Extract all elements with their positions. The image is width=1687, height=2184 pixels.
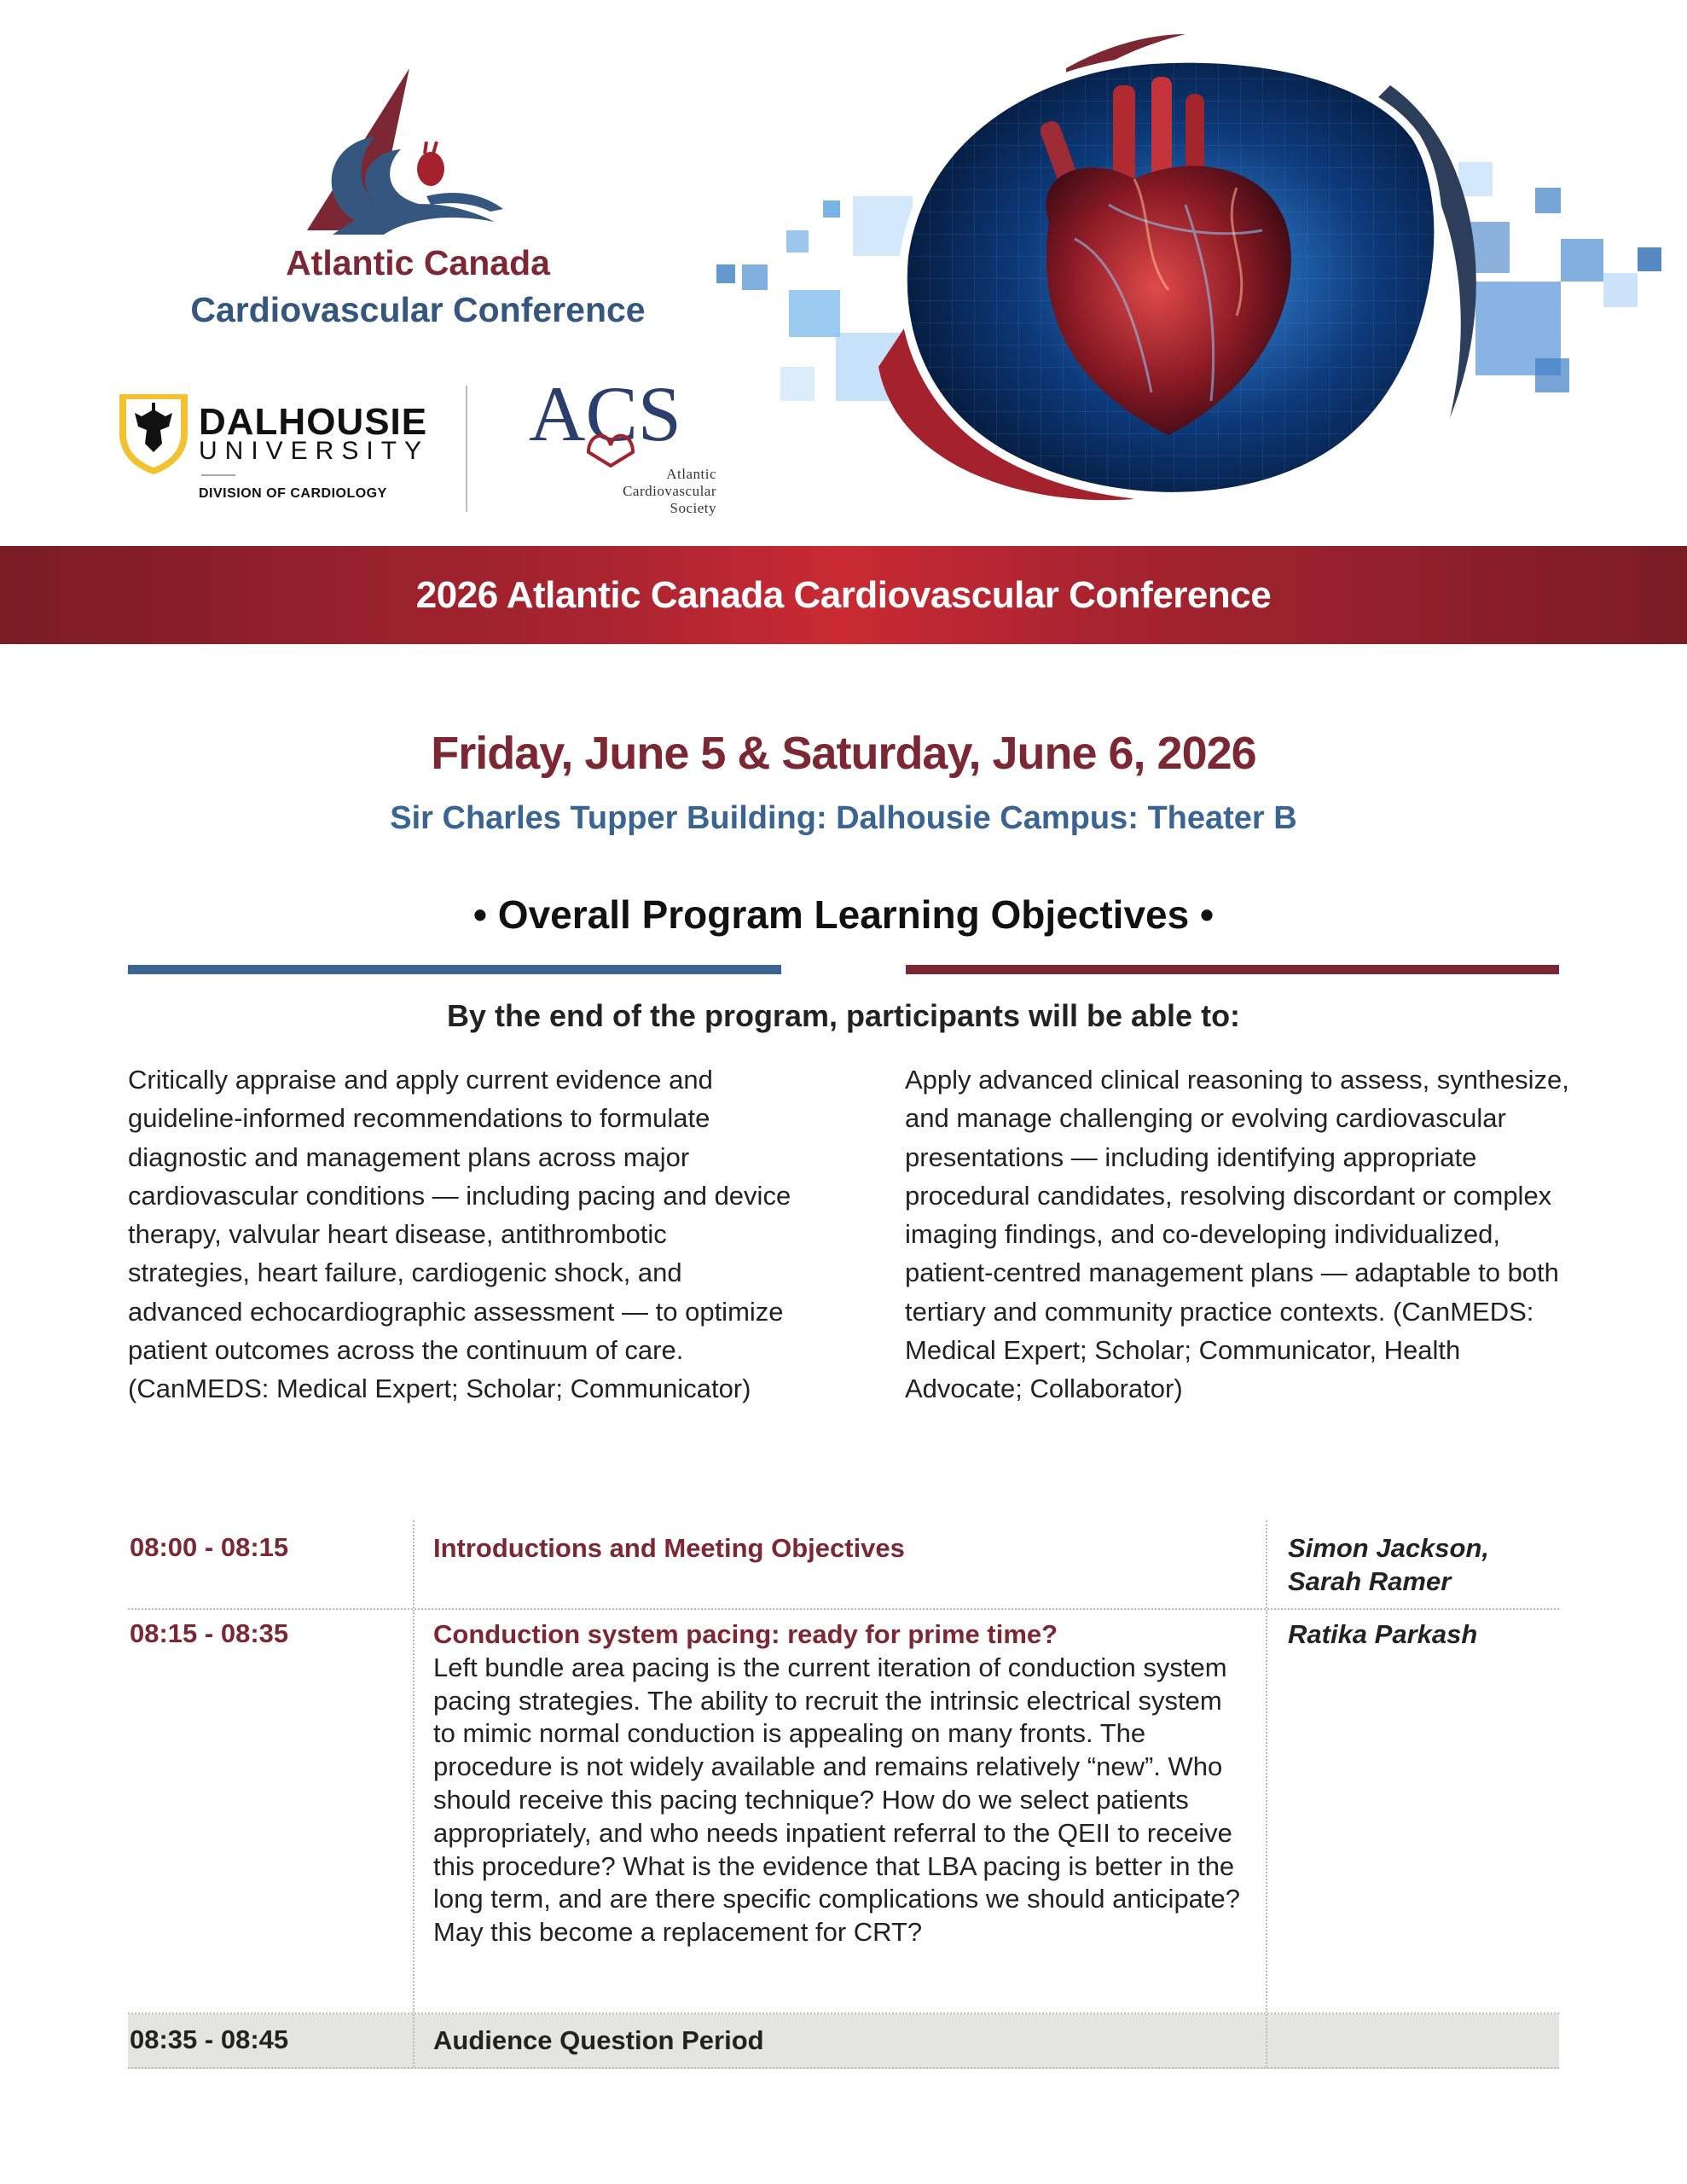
- divider-red: [906, 965, 1559, 974]
- divider-blue: [128, 965, 781, 974]
- objective-left: Critically appraise and apply current evidence and guideline-informed recommendations to formulate diagnostic and management plans across major cardiovascular conditions — including pacing and device therapy, valvular heart disease, antithrombotic strategies, heart failure, cardiogenic shock, and advanced echocardiographic assessment — to optimize patient outcomes across the continuum of care. (CanMEDS: Medical Expert; Scholar; Communicator): [128, 1065, 791, 1404]
- session-title: Conduction system pacing: ready for prime time?: [433, 1619, 1058, 1649]
- session-speaker: [1267, 2014, 1559, 2067]
- session-title: Audience Question Period: [433, 2025, 764, 2055]
- dalhousie-name: DALHOUSIE: [199, 401, 428, 443]
- schedule-row: [128, 1520, 1559, 1610]
- acs-logo: [529, 374, 691, 468]
- session-time: 08:15 - 08:35: [128, 1610, 415, 2013]
- schedule-row: [128, 2014, 1559, 2069]
- event-dates: Friday, June 5 & Saturday, June 6, 2026: [431, 728, 1256, 779]
- session-speaker: [1267, 1610, 1559, 2013]
- session-topic: [415, 1520, 1267, 1608]
- acs-sub-atlantic: Atlantic: [666, 466, 716, 482]
- acc-logo-line2: Cardiovascular Conference: [190, 290, 646, 329]
- session-time: 08:35 - 08:45: [128, 2014, 415, 2067]
- dalhousie-division: DIVISION OF CARDIOLOGY: [199, 486, 387, 501]
- objective-right: Apply advanced clinical reasoning to assess, synthesize, and manage challenging or evolving cardiovascular presentations — including identifying appropriate procedural candidates, resolving discordant or complex imaging findings, and co-developing individualized, patient-centred management plans — adaptable to both tertiary and community practice contexts. (CanMEDS: Medical Expert; Scholar; Communicator, Health Advocate; Collaborator): [905, 1065, 1569, 1404]
- acs-sub-cardiovascular: Cardiovascular: [623, 483, 716, 499]
- acs-logo-text: ACS: [529, 374, 681, 457]
- dalhousie-crest-icon: [116, 391, 191, 476]
- objectives-intro: By the end of the program, participants will be able to:: [446, 998, 1241, 1033]
- acc-wave-heart-logo: [281, 68, 537, 239]
- session-title: Introductions and Meeting Objectives: [433, 1533, 905, 1563]
- schedule-table: [128, 1520, 1559, 2069]
- acs-sub-society: Society: [670, 500, 716, 516]
- event-venue: Sir Charles Tupper Building: Dalhousie Campus: Theater B: [390, 800, 1297, 836]
- objectives-heading: • Overall Program Learning Objectives •: [472, 892, 1215, 937]
- session-speaker: [1267, 1520, 1559, 1608]
- speaker-name: Sarah Ramer: [1288, 1565, 1452, 1596]
- speaker-name: Ratika Parkash: [1288, 1619, 1478, 1649]
- speaker-name: Simon Jackson,: [1288, 1533, 1490, 1563]
- session-description: Left bundle area pacing is the current iteration of conduction system pacing strategies. The ability to recruit the intrinsic electrical system to mimic normal conduction is appealing on many fronts. The procedure is not widely available and remains relatively “new”. Who should receive this pacing technique? How do we select patients appropriately, and who needs inpatient referral to the QEII to receive this procedure? What is the evidence that LBA pacing is better in the long term, and are there specific complications we should anticipate? May this become a replacement for CRT?: [433, 1652, 1241, 1948]
- session-topic: [415, 1610, 1267, 2013]
- schedule-row: [128, 1610, 1559, 2014]
- session-topic: [415, 2014, 1267, 2067]
- heart-illustration: [708, 34, 1680, 512]
- banner-title: 2026 Atlantic Canada Cardiovascular Conference: [415, 573, 1272, 616]
- logo-divider: [466, 386, 467, 512]
- dalhousie-university: UNIVERSITY: [199, 437, 430, 465]
- conference-banner: [0, 546, 1687, 644]
- dalhousie-rule: [201, 474, 235, 476]
- session-time: 08:00 - 08:15: [128, 1520, 415, 1608]
- acc-logo-line1: Atlantic Canada: [286, 243, 550, 282]
